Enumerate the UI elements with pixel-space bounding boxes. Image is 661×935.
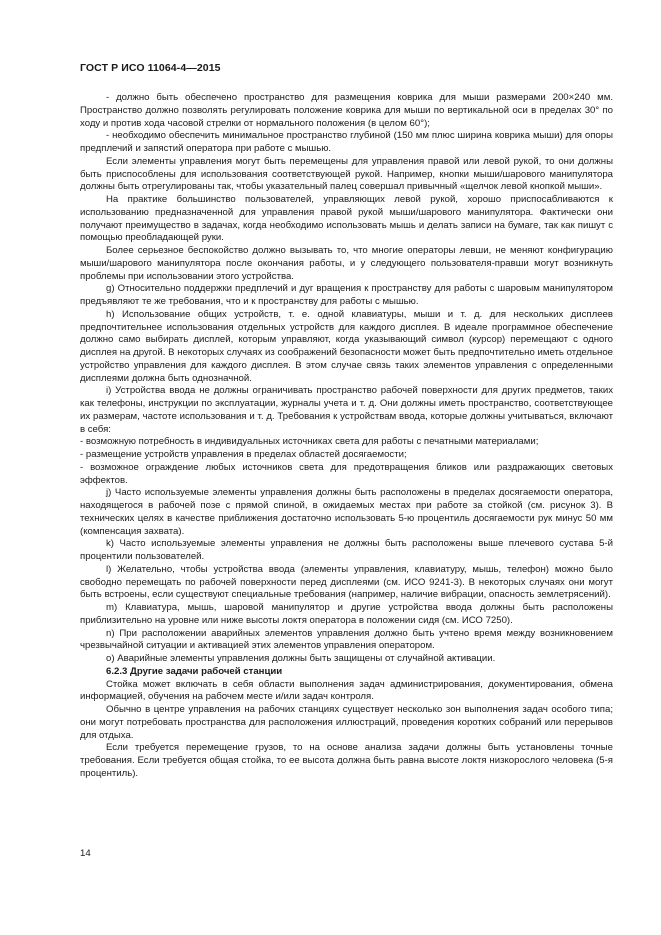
paragraph: l) Желательно, чтобы устройства ввода (элементы управления, клавиатуру, мышь, телефон) можно было свободно перемещать по рабочей поверхности перед дисплеями (см. ИСО 9241-3). В некоторых случаях они могут быть встроены, если существуют специальные требования (например, наличие вибрации, опасность землетрясений). (80, 563, 613, 601)
paragraph: o) Аварийные элементы управления должны быть защищены от случайной активации. (106, 653, 496, 664)
paragraph: i) Устройства ввода не должны ограничивать пространство рабочей поверхности для других предметов, таких как телефоны, инструкции по эксплуатации, журналы учета и т. д. Они должны иметь пространство, соответствующее их размерам, частоте использования и т. д. Требования к устройствам ввода, которые должны учитываться, включают в себя: (80, 385, 613, 435)
section-heading: 6.2.3 Другие задачи рабочей станции (106, 665, 283, 677)
paragraph: - размещение устройств управления в пределах областей досягаемости; (80, 449, 407, 460)
paragraph: Если требуется перемещение грузов, то на основе анализа задачи должны быть установлены точные требования. Если требуется общая стойка, то ее высота должна быть равна высоте локтя низкорослого человека (5-я процентиль). (80, 742, 613, 779)
paragraph: n) При расположении аварийных элементов управления должно быть учтено время между возникновением чрезвычайной ситуации и активацией этих элементов управления оператором. (80, 627, 613, 652)
paragraph: - возможное ограждение любых источников света для предотвращения бликов или раздражающих световых эффектов. (80, 461, 613, 486)
paragraph: g) Относительно поддержки предплечий и дуг вращения к пространству для работы с шаровым манипулятором предъявляют те же требования, что и к пространству для работы с мышью. (80, 283, 613, 307)
paragraph: - должно быть обеспечено пространство для размещения коврика для мыши размерами 200×240 мм. Пространство должно позволять регулировать положение коврика для мыши по вертикальной оси в пределах 30° по ходу и против хода часовой стрелки от нормального положения (в целом 60°); (80, 92, 613, 129)
paragraph: j) Часто используемые элементы управления должны быть расположены в пределах досягаемости оператора, находящегося в рабочей позе с прямой спиной, в ожидаемых местах при работе за стойкой (см. рисунок 3). В технических целях в качестве приближения достаточно использовать 5-ю процентиль досягаемости рук минус 50 мм (компенсация захвата). (80, 487, 613, 537)
paragraph: Стойка может включать в себя области выполнения задач администрирования, документирования, обмена информацией, обучения на рабочем месте и/или задач контроля. (80, 678, 613, 703)
paragraph: m) Клавиатура, мышь, шаровой манипулятор и другие устройства ввода должны быть расположены приблизительно на уровне или ниже высоты локтя оператора в положении сидя (см. ИСО 7250). (80, 602, 613, 626)
paragraph: На практике большинство пользователей, управляющих левой рукой, хорошо приспосабливаются к использованию предназначенной для управления правой рукой мыши/шарового манипулятора. Фактически они получают преимущество в задачах, когда необходимо использовать мышь и делать записи на бумаге, так как пишут с помощью преобладающей руки. (80, 194, 613, 244)
document-header: ГОСТ Р ИСО 11064-4—2015 (80, 62, 221, 74)
paragraph: Более серьезное беспокойство должно вызывать то, что многие операторы левши, не меняют конфигурацию мыши/шарового манипулятора после окончания работы, и у следующего пользователя-правши могут возникнуть проблемы при использовании этого устройства. (80, 245, 613, 282)
paragraph: - необходимо обеспечить минимальное пространство глубиной (150 мм плюс ширина коврика мыши) для опоры предплечий и запястий оператора при работе с мышью. (80, 130, 613, 154)
page-number: 14 (80, 848, 91, 859)
paragraph: h) Использование общих устройств, т. е. одной клавиатуры, мыши и т. д. для нескольких дисплеев предпочтительнее использования отдельных устройств для каждого дисплея. В идеале программное обеспечение должно само выбирать дисплей, которым управляют, когда указывающий символ (курсор) перемещают с одного дисплея на другой. В некоторых случаях из соображений безопасности может быть предпочтительно иметь отдельное устройство управления для каждого дисплея. В этом случае связь таких элементов управления с определенными дисплеями должна быть однозначной. (80, 308, 613, 384)
paragraph: k) Часто используемые элементы управления не должны быть расположены выше плечевого сустава 5-й процентили пользователей. (80, 538, 613, 562)
paragraph: Если элементы управления могут быть перемещены для управления правой или левой рукой, то они должны быть приспособлены для использования соответствующей рукой. Например, кнопки мыши/шарового манипулятора должны быть отрегулированы так, чтобы указательный палец совершал привычный «щелчок левой кнопкой мыши». (80, 155, 613, 193)
document-body (80, 92, 613, 781)
paragraph: - возможную потребность в индивидуальных источниках света для работы с печатными материалами; (80, 436, 539, 448)
paragraph: Обычно в центре управления на рабочих станциях существует несколько зон выполнения задач особого типа; они могут потребовать пространства для расположения иллюстраций, проведения коротких собраний или перерывов для отдыха. (80, 704, 613, 741)
